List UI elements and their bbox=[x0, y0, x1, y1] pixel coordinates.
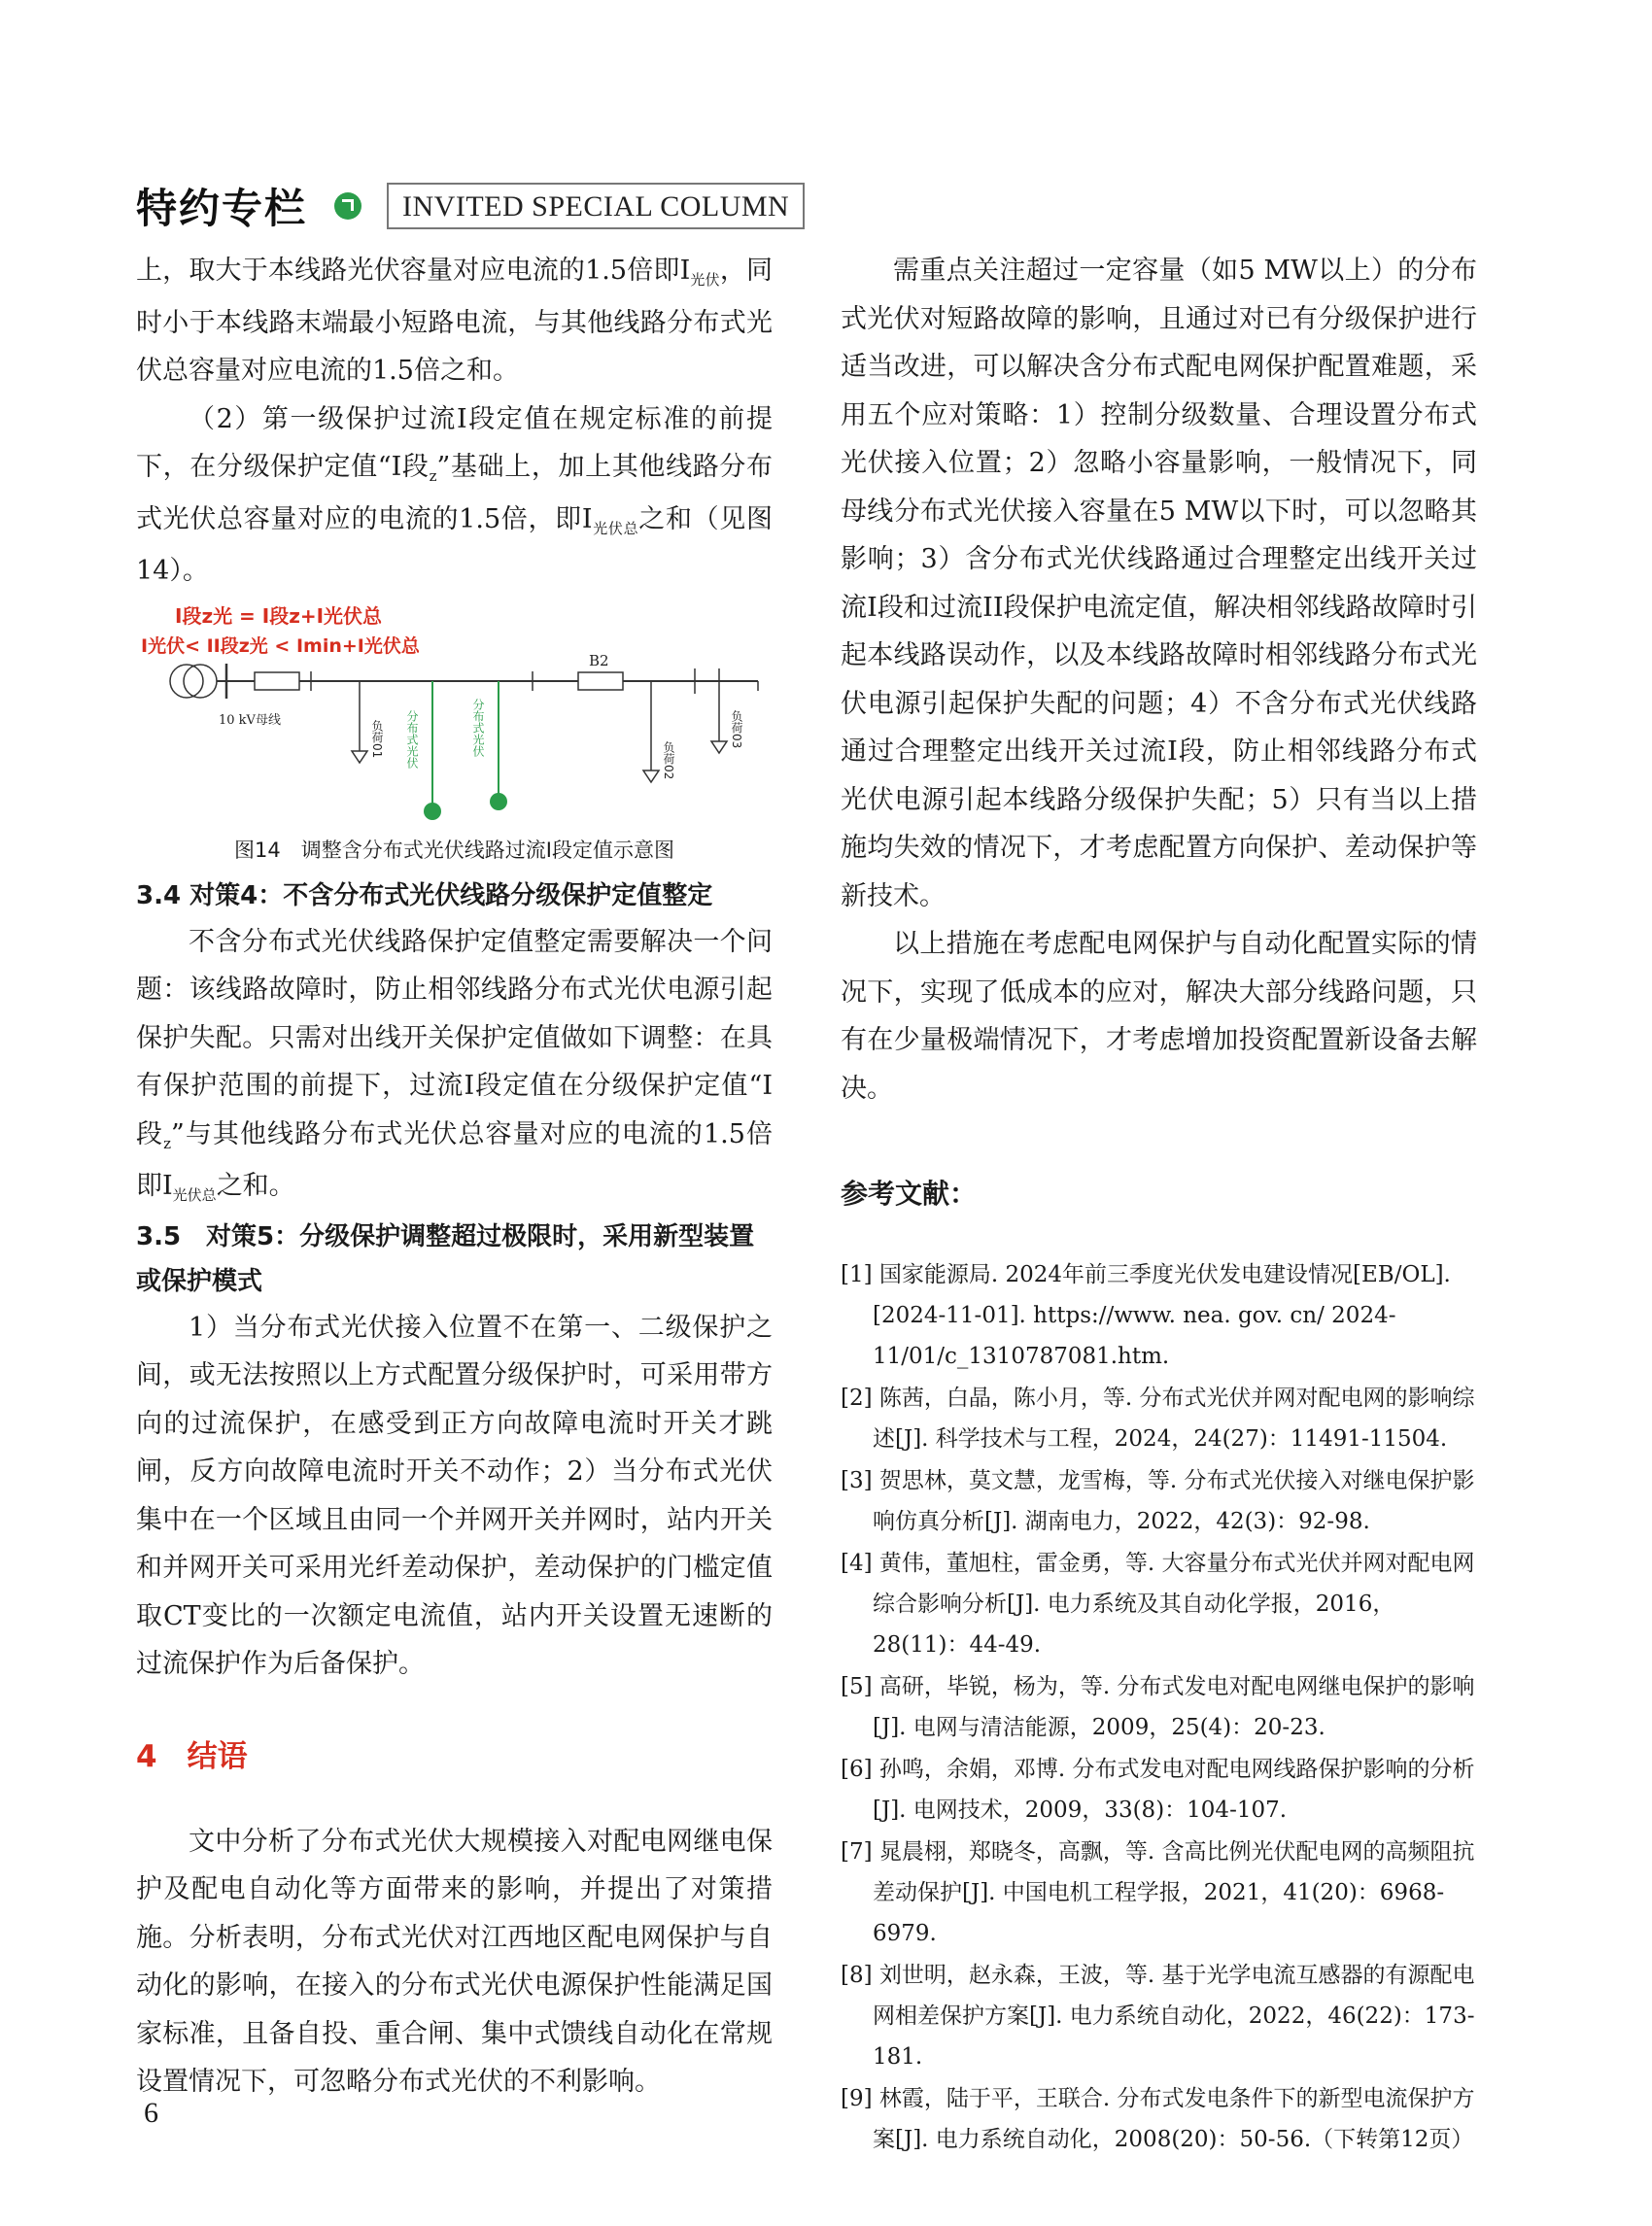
reference-item: [9] 林霞，陆于平，王联合. 分布式发电条件下的新型电流保护方案[J]. 电力系统自动化，2008(20)：50-56.（下转第12页） bbox=[841, 2086, 1475, 2152]
figure-14-diagram bbox=[136, 596, 773, 829]
reference-item: [3] 贺思林，莫文慧，龙雪梅，等. 分布式光伏接入对继电保护影响仿真分析[J]. 湖南电力，2022，42(3)：92-98. bbox=[841, 1468, 1475, 1534]
column-title-en: INVITED SPECIAL COLUMN bbox=[387, 183, 805, 229]
dg-1-icon bbox=[424, 803, 441, 820]
paragraph-3: 不含分布式光伏线路保护定值整定需要解决一个问题：该线路故障时，防止相邻线路分布式光伏电源引起保护失配。只需对出线开关保护定值做如下调整：在具有保护范围的前提下，过流I段定值在分级保护定值“I段$_z$”与其他线路分布式光伏总容量对应的电流的1.5倍即$I_{光伏总}$之和。 bbox=[136, 926, 773, 1204]
reference-item: [5] 高研，毕锐，杨为，等. 分布式发电对配电网继电保护的影响[J]. 电网与清洁能源，2009，25(4)：20-23. bbox=[841, 1674, 1475, 1740]
references-title: 参考文献： bbox=[841, 1178, 978, 1210]
right-paragraph-1: 需重点关注超过一定容量（如5 MW以上）的分布式光伏对短路故障的影响，且通过对已有分级保护进行适当改进，可以解决含分布式配电网保护配置难题，采用五个应对策略：1）控制分级数量、合理设置分布式光伏接入位置；2）忽略小容量影响，一般情况下，同母线分布式光伏接入容量在5 MW以下时，可以忽略其影响；3）含分布式光伏线路通过合理整定出线开关过流I段和过流II段保护电流定值，解决相邻线路故障时引起本线路误动作，以及本线路故障时相邻线路分布式光伏电源引起保护失配的问题；4）不含分布式光伏线路通过合理整定出线开关过流I段，防止相邻线路分布式光伏电源引起本线路分级保护失配；5）只有当以上措施均失效的情况下，才考虑配置方向保护、差动保护等新技术。 bbox=[841, 256, 1477, 911]
load-03-arrow-icon bbox=[711, 741, 727, 753]
reference-item: [1] 国家能源局. 2024年前三季度光伏发电建设情况[EB/OL]. [2024-11-01]. https://www. nea. gov. cn/ 2024-11/01/c_1310787081.htm. bbox=[841, 1262, 1451, 1369]
reference-item: [4] 黄伟，董旭柱，雷金勇，等. 大容量分布式光伏并网对配电网综合影响分析[J]. 电力系统及其自动化学报，2016，28(11)：44-49. bbox=[841, 1551, 1475, 1658]
reference-item: [7] 晁晨栩，郑晓冬，高飘，等. 含高比例光伏配电网的高频阻抗差动保护[J]. 中国电机工程学报，2021，41(20)：6968-6979. bbox=[841, 1839, 1475, 1946]
bus-label: 10 kV母线 bbox=[219, 712, 281, 728]
load-01-label: 负荷01 bbox=[370, 719, 384, 758]
left-column bbox=[136, 247, 773, 2106]
load-02-label: 负荷02 bbox=[662, 740, 675, 779]
reference-item: [6] 孙鸣，余娟，邓博. 分布式发电对配电网线路保护影响的分析[J]. 电网技术，2009，33(8)：104-107. bbox=[841, 1757, 1475, 1823]
reference-item: [2] 陈茜，白晶，陈小月，等. 分布式光伏并网对配电网的影响综述[J]. 科学技术与工程，2024，24(27)：11491-11504. bbox=[841, 1386, 1475, 1452]
breaker-1 bbox=[255, 672, 299, 690]
load-03-label: 负荷03 bbox=[730, 709, 743, 748]
paragraph-4: 1）当分布式光伏接入位置不在第一、二级保护之间，或无法按照以上方式配置分级保护时，可采用带方向的过流保护，在感受到正方向故障电流时开关才跳闸，反方向故障电流时开关不动作；2）当分布式光伏集中在一个区域且由同一个并网开关并网时，站内开关和并网开关可采用光纤差动保护，差动保护的门槛定值取CT变比的一次额定电流值，站内开关设置无速断的过流保护作为后备保护。 bbox=[136, 1312, 773, 1679]
paragraph-2: （2）第一级保护过流I段定值在规定标准的前提下，在分级保护定值“I段$_z$”基础上，加上其他线路分布式光伏总容量对应的电流的1.5倍，即$I_{光伏总}$之和（见图14）。 bbox=[136, 403, 773, 586]
arrow-circle-icon bbox=[334, 192, 361, 220]
load-01-arrow-icon bbox=[352, 751, 367, 763]
dg-2-icon bbox=[490, 793, 507, 810]
reference-item: [8] 刘世明，赵永森，王波，等. 基于光学电流互感器的有源配电网相差保护方案[J]. 电力系统自动化，2022，46(22)：173-181. bbox=[841, 1963, 1475, 2070]
formula-2: I光伏< II段z光 < Imin+I光伏总 bbox=[141, 634, 420, 657]
right-paragraph-2: 以上措施在考虑配电网保护与自动化配置实际的情况下，实现了低成本的应对，解决大部分线路问题，只有在少量极端情况下，才考虑增加投资配置新设备去解决。 bbox=[841, 929, 1477, 1104]
figure-caption: 图14 调整含分布式光伏线路过流I段定值示意图 bbox=[234, 838, 674, 862]
section-3-5-heading: 3.5 对策5：分级保护调整超过极限时，采用新型装置或保护模式 bbox=[136, 1221, 755, 1296]
pv-2-label: 分布式光伏 bbox=[471, 698, 485, 757]
reference-list bbox=[841, 1254, 1477, 2160]
right-column bbox=[841, 247, 1477, 2161]
paragraph-1: 上，取大于本线路光伏容量对应电流的1.5倍即$I_{光伏}$，同时小于本线路末端最小短路电流，与其他线路分布式光伏总容量对应电流的1.5倍之和。 bbox=[136, 256, 773, 386]
load-02-arrow-icon bbox=[643, 771, 659, 782]
column-title-cn: 特约专栏 bbox=[136, 185, 308, 232]
section-4-heading: 4 结语 bbox=[136, 1738, 248, 1774]
transformer-icon bbox=[170, 665, 203, 698]
circuit-diagram bbox=[136, 596, 773, 829]
paragraph-5: 文中分析了分布式光伏大规模接入对配电网继电保护及配电自动化等方面带来的影响，并提出了对策措施。分析表明，分布式光伏对江西地区配电网保护与自动化的影响，在接入的分布式光伏电源保护性能满足国家标准，且备自投、重合闸、集中式馈线自动化在常规设置情况下，可忽略分布式光伏的不利影响。 bbox=[136, 1826, 773, 2097]
breaker-b2 bbox=[578, 672, 623, 690]
page-number: 6 bbox=[144, 2097, 158, 2129]
formula-1: I段z光 = I段z+I光伏总 bbox=[175, 603, 383, 628]
section-3-4-heading: 3.4 对策4：不含分布式光伏线路分级保护定值整定 bbox=[136, 880, 713, 910]
pv-1-label: 分布式光伏 bbox=[405, 709, 419, 769]
column-header bbox=[136, 177, 805, 235]
breaker-b2-label: B2 bbox=[589, 651, 609, 669]
